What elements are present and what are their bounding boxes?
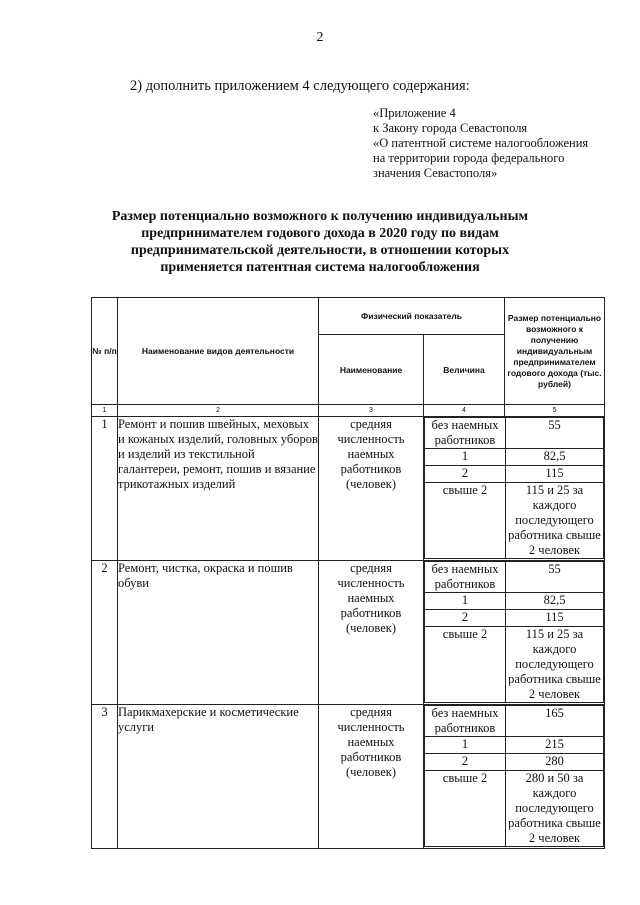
addendum-line: «Приложение 4: [373, 106, 456, 120]
income-size: 82,5: [506, 593, 604, 610]
income-size: 115 и 25 за каждого последующего работника свыше 2 человек: [506, 627, 604, 703]
indicator-value: 2: [425, 610, 506, 627]
indicator-value: свыше 2: [425, 627, 506, 703]
indicator-value: 1: [425, 449, 506, 466]
value-size-grid: [424, 417, 604, 559]
value-size-grid: [424, 705, 604, 847]
addendum-line: «О патентной системе налогообложения: [373, 136, 589, 150]
row-number: 1: [92, 417, 118, 561]
income-size: 280 и 50 за каждого последующего работника свыше 2 человек: [506, 771, 604, 847]
table-row: [92, 705, 605, 849]
indicator-value: без наемных работников: [425, 418, 506, 449]
header-indicator-name: Наименование: [319, 335, 424, 405]
intro-line: 2) дополнить приложением 4 следующего содержания:: [130, 78, 470, 94]
income-size: 215: [506, 737, 604, 754]
title-line: предпринимательской деятельности, в отношении которых: [130, 243, 510, 258]
table-row: [92, 417, 605, 561]
indicator-value: 1: [425, 737, 506, 754]
income-size: 115 и 25 за каждого последующего работника свыше 2 человек: [506, 483, 604, 559]
value-size-grid: [424, 561, 604, 703]
income-size: 165: [506, 706, 604, 737]
page-number: 2: [316, 30, 324, 45]
income-size: 55: [506, 562, 604, 593]
table-row: [92, 561, 605, 705]
indicator-name: средняя численность наемных работников (человек): [319, 561, 424, 705]
income-size: 115: [506, 466, 604, 483]
indicator-name: средняя численность наемных работников (человек): [319, 417, 424, 561]
income-size: 82,5: [506, 449, 604, 466]
addendum-block: [373, 106, 623, 181]
column-number: 3: [319, 405, 424, 417]
indicator-value: без наемных работников: [425, 706, 506, 737]
header-num: № п/п: [92, 298, 118, 405]
income-size: 115: [506, 610, 604, 627]
header-activity-name: Наименование видов деятельности: [118, 298, 319, 405]
header-indicator-value: Величина: [424, 335, 505, 405]
row-number: 3: [92, 705, 118, 849]
indicator-value: 1: [425, 593, 506, 610]
title-line: применяется патентная система налогообложения: [160, 260, 480, 275]
indicator-name: средняя численность наемных работников (человек): [319, 705, 424, 849]
activity-name: Ремонт, чистка, окраска и пошив обуви: [118, 561, 319, 705]
addendum-line: на территории города федерального: [373, 151, 565, 165]
activity-name: Парикмахерские и косметические услуги: [118, 705, 319, 849]
addendum-line: к Закону города Севастополя: [373, 121, 528, 135]
column-number: 1: [92, 405, 118, 417]
title-line: предпринимателем годового дохода в 2020 году по видам: [141, 226, 499, 241]
column-number: 2: [118, 405, 319, 417]
indicator-value: свыше 2: [425, 483, 506, 559]
title-line: Размер потенциально возможного к получению индивидуальным: [111, 209, 529, 224]
row-number: 2: [92, 561, 118, 705]
income-size: 280: [506, 754, 604, 771]
column-number: 4: [424, 405, 505, 417]
indicator-value: 2: [425, 754, 506, 771]
document-title: [60, 208, 580, 276]
column-number: 5: [505, 405, 605, 417]
indicator-value: без наемных работников: [425, 562, 506, 593]
addendum-line: значения Севастополя»: [373, 166, 498, 180]
header-physical-indicator: Физический показатель: [319, 298, 505, 335]
income-table: [91, 297, 605, 849]
indicator-value: свыше 2: [425, 771, 506, 847]
income-size: 55: [506, 418, 604, 449]
indicator-value: 2: [425, 466, 506, 483]
header-income-size: Размер потенциально возможного к получению индивидуальным предпринимателем годового дохода (тыс. рублей): [505, 298, 605, 405]
activity-name: Ремонт и пошив швейных, меховых и кожаных изделий, головных уборов и изделий из текстильной галантереи, ремонт, пошив и вязание трикотажных изделий: [118, 417, 319, 561]
